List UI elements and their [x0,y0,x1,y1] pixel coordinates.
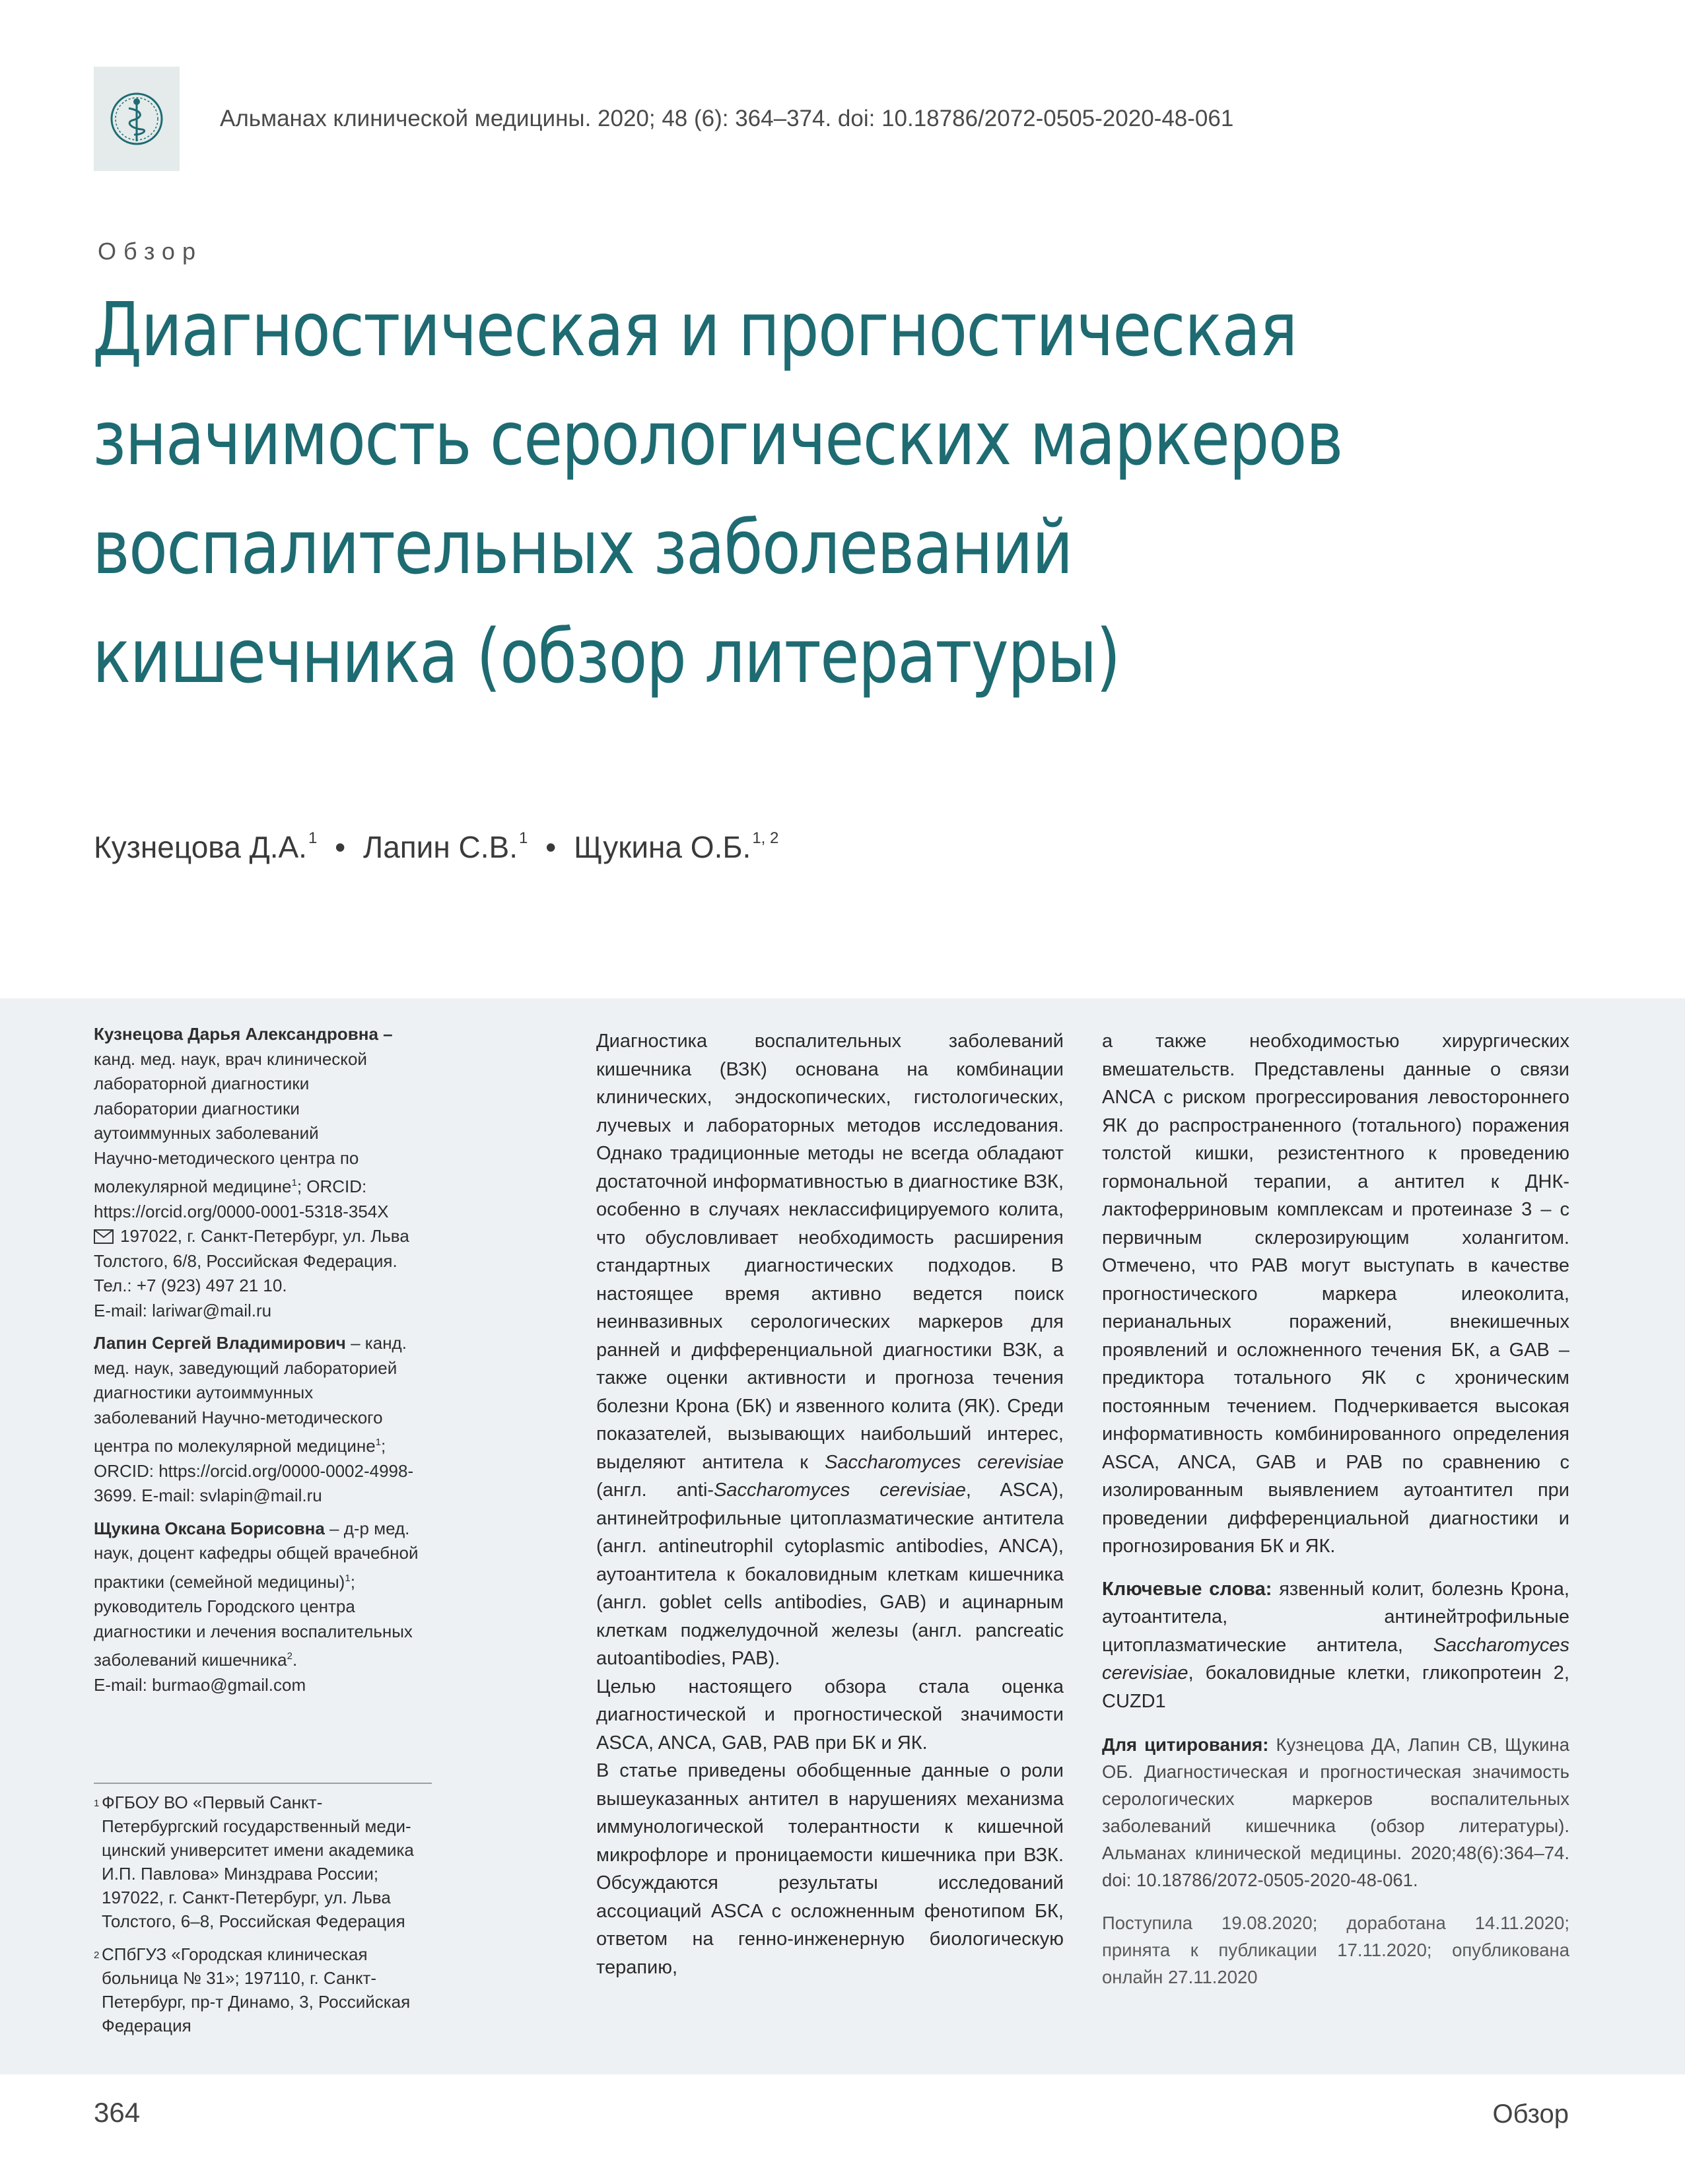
email-link[interactable]: E-mail: burmao@gmail.com [94,1674,306,1695]
title-line: значимость серологических маркеров [92,396,1342,482]
abstract-paragraph: В статье приведены обобщенные данные о роли вышеуказанных антител в нарушениях механизма иммунологической толерантности к кишечной микрофлоре и проницаемости кишечника при ВЗК. Обсуждаются результаты исследований ассоциаций ASCA с осложненным фенотипом БК, ответом на генно-инженерную биологическую терапию, [596,1760,1064,1978]
email-link[interactable]: E-mail: lariwar@mail.ru [94,1300,272,1320]
envelope-icon [94,1229,114,1244]
author-affiliation: 1 [519,829,528,847]
article-title [92,276,1398,712]
author-affiliation: 1 [308,829,318,847]
author-full-name: Лапин Сергей Владимирович [94,1333,346,1353]
abstract-paragraph: а также необходимостью хирургических вмешательств. Представлены данные о связи ANCA с риском прогрессирования левостороннего ЯК до распространенного (тотального) поражения толстой кишки, резистентного к проведению гормональной терапии, а антител к ДНК-лактоферриновым комплексам и протеиназе 3 – с первичным склерозирующим холангитом. Отмечено, что PAB могут выступать в качестве прогностического маркера илеоколита, перианальных поражений, внекишечных проявлений и осложненного течения БК, а GAB – предиктора тотального ЯК с хроническим постоянным течением. Подчеркивается высокая информативность комбинированного определения ASCA, ANCA, GAB и PAB по сравнению с изолированным выявлением аутоантител при проведении дифференциальной диагностики и прогнозирования БК и ЯК. [1102,1031,1569,1557]
orcid-link[interactable]: ORCID: https://orcid.org/0000-0002-4998- [94,1460,414,1481]
author-separator: • [545,830,557,864]
keywords-label: Ключевые слова: [1102,1578,1272,1600]
publication-dates: Поступила 19.08.2020; доработана 14.11.2020; принята к публикации 17.11.2020; опубликована онлайн 27.11.2020 [1102,1913,1569,1987]
footnote: 1 ФГБОУ ВО «Первый Санкт- Петербургский государственный меди- цинский университет имени академика И.П. Павлова» Минздрава России; 197022, г. Санкт-Петербург, ул. Льва Толстого, 6–8, Российская Федерация [94,1792,414,1931]
author-info-kuznetsova: Кузнецова Дарья Александровна – канд. мед. наук, врач клинической лабораторной диагностики лаборатории диагностики аутоиммунных заболеваний Научно-методического центра по молекулярной медицине$^1$; ORCID: https://orcid.org/0000-0001-5318-354X 197022, г. Санкт-Петербург, ул. Льва Толстого, 6/8, Российская Федерация. Тел.: +7 (923) 497 21 10. E-mail: lariwar@mail.ru [94,1024,409,1320]
author-separator: • [335,830,346,864]
title-line: Диагностическая и прогностическая [92,287,1297,373]
orcid-link[interactable]: https://orcid.org/0000-0001-5318-354X [94,1201,389,1221]
running-section-label: Обзор [1492,2099,1569,2129]
author-info-shchukina: Щукина Оксана Борисовна – д-р мед. наук, доцент кафедры общей врачебной практики (семейной медицины)$^1$; руководитель Городского центра диагностики и лечения воспалительных заболеваний кишечника$^2$. E-mail: burmao@gmail.com [94,1518,419,1695]
author-list [94,829,778,865]
footnote-divider [94,1783,432,1784]
keywords: Ключевые слова: язвенный колит, болезнь Крона, аутоантитела, антинейтрофильные цитоплазматические антитела, Saccharomyces cerevisiae, бокаловидные клетки, гликопротеин 2, CUZD1 [1102,1578,1569,1712]
author-name: Лапин С.В. [363,830,518,864]
abstract-column-1 [596,1027,1064,1981]
journal-citation: Альманах клинической медицины. 2020; 48 (6): 364–374. doi: 10.18786/2072-0505-2020-48-061 [220,106,1234,131]
author-name: Щукина О.Б. [574,830,751,864]
author-full-name: Кузнецова Дарья Александровна [94,1024,378,1044]
abstract-column-2 [1102,1027,1569,1991]
caduceus-logo-icon [104,86,170,152]
page-number: 364 [94,2097,141,2128]
email-link[interactable]: 3699. E-mail: svlapin@mail.ru [94,1485,322,1505]
section-label: Обзор [98,238,203,265]
affiliation-footnotes [94,1791,437,2047]
journal-logo [94,67,180,171]
abstract-paragraph: Диагностика воспалительных заболеваний кишечника (ВЗК) основана на комбинации клинических, эндоскопических, гистологических, лучевых и лабораторных методов исследования. Однако традиционные методы не всегда обладают достаточной информативностью в диагностике ВЗК, особенно в случаях неклассифицируемого колита, что обусловливает необходимость расширения стандартных диагностических подходов. В настоящее время активно ведется поиск неинвазивных серологических маркеров для ранней и дифференциальной диагностики ВЗК, а также оценки активности и прогноза течения болезни Крона (БК) и язвенного колита (ЯК). Среди показателей, вызывающих наибольший интерес, выделяют антитела к Saccharomyces cerevisiae (англ. anti-Saccharomyces cerevisiae, ASCA), антинейтрофильные цитоплазматические антитела (англ. antineutrophil cytoplasmic antibodies, ANCA), аутоантитела к бокаловидным клеткам кишечника (англ. goblet cells antibodies, GAB) и ацинарным клеткам поджелудочной железы (англ. pancreatic autoantibodies, PAB). [596,1031,1064,1669]
author-info-column [94,1022,437,1705]
citation-label: Для цитирования: [1102,1734,1269,1755]
phone: Тел.: +7 (923) 497 21 10. [94,1276,287,1295]
author-full-name: Щукина Оксана Борисовна [94,1518,325,1538]
author-info-lapin: Лапин Сергей Владимирович – канд. мед. наук, заведующий лабораторией диагностики аутоиммунных заболеваний Научно-методического центра по молекулярной медицине$^1$; ORCID: https://orcid.org/0000-0002-4998- 3699. E-mail: svlapin@mail.ru [94,1333,414,1505]
author-name: Кузнецова Д.А. [94,830,307,864]
title-line: кишечника (обзор литературы) [92,614,1120,700]
title-line: воспалительных заболеваний [92,505,1072,591]
abstract-paragraph: Целью настоящего обзора стала оценка диагностической и прогностической значимости ASCA, ANCA, GAB, PAB при БК и ЯК. [596,1676,1064,1754]
footnote: 2 СПбГУЗ «Городская клиническая больница № 31»; 197110, г. Санкт- Петербург, пр-т Динамо, 3, Российская Федерация [94,1944,411,2035]
author-affiliation: 1, 2 [752,829,779,847]
citation-block: Для цитирования: Кузнецова ДА, Лапин СВ, Щукина ОБ. Диагностическая и прогностическая значимость серологических маркеров воспалительных заболеваний кишечника (обзор литературы). Альманах клинической медицины. 2020;48(6):364–74. doi: 10.18786/2072-0505-2020-48-061. [1102,1734,1569,1890]
